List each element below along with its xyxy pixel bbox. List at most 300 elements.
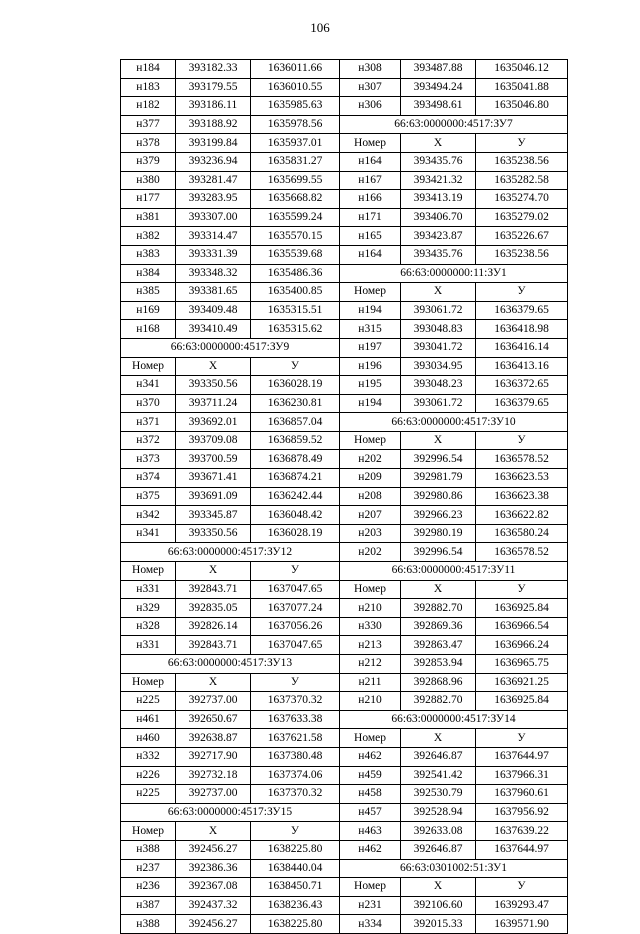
- y-coordinate-cell: 1637644.97: [476, 840, 568, 859]
- y-coordinate-cell: 1638225.80: [251, 915, 340, 934]
- table-row: [121, 431, 568, 450]
- table-row: [121, 152, 568, 171]
- x-coordinate-cell: 393700.59: [176, 450, 251, 469]
- y-coordinate-cell: 1635046.80: [476, 97, 568, 116]
- x-coordinate-cell: 393423.87: [401, 227, 476, 246]
- x-coordinate-cell: 393709.08: [176, 431, 251, 450]
- y-coordinate-cell: 1636416.14: [476, 338, 568, 357]
- x-coordinate-cell: 392868.96: [401, 673, 476, 692]
- y-coordinate-cell: 1636048.42: [251, 506, 340, 525]
- y-coordinate-cell: 1635282.58: [476, 171, 568, 190]
- x-coordinate-cell: 393409.48: [176, 301, 251, 320]
- x-coordinate-cell: 392869.36: [401, 617, 476, 636]
- x-coordinate-cell: 393435.76: [401, 152, 476, 171]
- y-coordinate-cell: 1635238.56: [476, 245, 568, 264]
- x-coordinate-cell: 393494.24: [401, 78, 476, 97]
- point-id-cell: н372: [121, 431, 176, 450]
- x-coordinate-cell: 392732.18: [176, 766, 251, 785]
- table-row: [121, 264, 568, 283]
- y-coordinate-cell: 1636623.38: [476, 487, 568, 506]
- point-id-cell: н207: [340, 506, 401, 525]
- point-id-cell: н315: [340, 320, 401, 339]
- table-row: [121, 636, 568, 655]
- y-coordinate-cell: 1638236.43: [251, 896, 340, 915]
- point-id-cell: Номер: [340, 134, 401, 153]
- y-coordinate-cell: 1636230.81: [251, 394, 340, 413]
- x-coordinate-cell: 392646.87: [401, 747, 476, 766]
- point-id-cell: н334: [340, 915, 401, 934]
- table-row: [121, 543, 568, 562]
- x-coordinate-cell: 393331.39: [176, 245, 251, 264]
- y-coordinate-cell: 1635539.68: [251, 245, 340, 264]
- y-coordinate-cell: У: [476, 729, 568, 748]
- table-row: [121, 747, 568, 766]
- point-id-cell: н370: [121, 394, 176, 413]
- y-coordinate-cell: 1635699.55: [251, 171, 340, 190]
- table-row: [121, 97, 568, 116]
- y-coordinate-cell: У: [476, 580, 568, 599]
- y-coordinate-cell: 1639571.90: [476, 915, 568, 934]
- table-row: [121, 729, 568, 748]
- table-row: [121, 673, 568, 692]
- x-coordinate-cell: 393406.70: [401, 208, 476, 227]
- y-coordinate-cell: 1635978.56: [251, 115, 340, 134]
- x-coordinate-cell: 392980.86: [401, 487, 476, 506]
- x-coordinate-cell: 392835.05: [176, 599, 251, 618]
- point-id-cell: н164: [340, 245, 401, 264]
- point-id-cell: н329: [121, 599, 176, 618]
- point-id-cell: н225: [121, 785, 176, 804]
- x-coordinate-cell: 393061.72: [401, 394, 476, 413]
- table-row: [121, 469, 568, 488]
- y-coordinate-cell: 1636418.98: [476, 320, 568, 339]
- x-coordinate-cell: 392530.79: [401, 785, 476, 804]
- y-coordinate-cell: 1636028.19: [251, 376, 340, 395]
- y-coordinate-cell: 1638440.04: [251, 859, 340, 878]
- point-id-cell: Номер: [340, 283, 401, 302]
- y-coordinate-cell: 1635315.51: [251, 301, 340, 320]
- x-coordinate-cell: X: [401, 283, 476, 302]
- x-coordinate-cell: 393283.95: [176, 190, 251, 209]
- x-coordinate-cell: 393307.00: [176, 208, 251, 227]
- y-coordinate-cell: 1635315.62: [251, 320, 340, 339]
- point-id-cell: н202: [340, 543, 401, 562]
- y-coordinate-cell: 1637633.38: [251, 710, 340, 729]
- x-coordinate-cell: 392386.36: [176, 859, 251, 878]
- x-coordinate-cell: 393348.32: [176, 264, 251, 283]
- table-row: [121, 599, 568, 618]
- point-id-cell: н195: [340, 376, 401, 395]
- x-coordinate-cell: 392966.23: [401, 506, 476, 525]
- table-row: [121, 840, 568, 859]
- y-coordinate-cell: 1636578.52: [476, 543, 568, 562]
- point-id-cell: н237: [121, 859, 176, 878]
- table-row: [121, 376, 568, 395]
- point-id-cell: н341: [121, 376, 176, 395]
- table-row: [121, 320, 568, 339]
- x-coordinate-cell: 393048.83: [401, 320, 476, 339]
- x-coordinate-cell: 392646.87: [401, 840, 476, 859]
- y-coordinate-cell: У: [251, 673, 340, 692]
- y-coordinate-cell: 1637380.48: [251, 747, 340, 766]
- y-coordinate-cell: 1637370.32: [251, 692, 340, 711]
- y-coordinate-cell: 1636413.16: [476, 357, 568, 376]
- x-coordinate-cell: 393186.11: [176, 97, 251, 116]
- y-coordinate-cell: У: [251, 562, 340, 581]
- parcel-header-cell: 66:63:0000000:4517:ЗУ10: [340, 413, 568, 432]
- point-id-cell: Номер: [121, 357, 176, 376]
- table-row: [121, 413, 568, 432]
- y-coordinate-cell: 1636966.54: [476, 617, 568, 636]
- y-coordinate-cell: 1639293.47: [476, 896, 568, 915]
- point-id-cell: н459: [340, 766, 401, 785]
- parcel-header-cell: 66:63:0301002:51:ЗУ1: [340, 859, 568, 878]
- y-coordinate-cell: 1635570.15: [251, 227, 340, 246]
- x-coordinate-cell: 392882.70: [401, 692, 476, 711]
- x-coordinate-cell: 392737.00: [176, 785, 251, 804]
- y-coordinate-cell: 1636578.52: [476, 450, 568, 469]
- x-coordinate-cell: 393413.19: [401, 190, 476, 209]
- x-coordinate-cell: X: [401, 134, 476, 153]
- point-id-cell: н168: [121, 320, 176, 339]
- point-id-cell: н381: [121, 208, 176, 227]
- x-coordinate-cell: 393061.72: [401, 301, 476, 320]
- point-id-cell: н202: [340, 450, 401, 469]
- point-id-cell: н164: [340, 152, 401, 171]
- point-id-cell: н177: [121, 190, 176, 209]
- y-coordinate-cell: У: [476, 134, 568, 153]
- y-coordinate-cell: 1636925.84: [476, 692, 568, 711]
- y-coordinate-cell: 1637047.65: [251, 636, 340, 655]
- coordinates-table: [120, 59, 568, 934]
- x-coordinate-cell: 392826.14: [176, 617, 251, 636]
- table-row: [121, 134, 568, 153]
- y-coordinate-cell: 1635274.70: [476, 190, 568, 209]
- y-coordinate-cell: 1635668.82: [251, 190, 340, 209]
- table-row: [121, 785, 568, 804]
- x-coordinate-cell: 392717.90: [176, 747, 251, 766]
- point-id-cell: н382: [121, 227, 176, 246]
- x-coordinate-cell: X: [176, 673, 251, 692]
- x-coordinate-cell: 393498.61: [401, 97, 476, 116]
- point-id-cell: н210: [340, 599, 401, 618]
- y-coordinate-cell: 1636372.65: [476, 376, 568, 395]
- table-row: [121, 915, 568, 934]
- x-coordinate-cell: 392737.00: [176, 692, 251, 711]
- point-id-cell: Номер: [340, 878, 401, 897]
- y-coordinate-cell: 1636965.75: [476, 655, 568, 674]
- x-coordinate-cell: 392638.87: [176, 729, 251, 748]
- table-row: [121, 60, 568, 79]
- point-id-cell: н307: [340, 78, 401, 97]
- x-coordinate-cell: 393381.65: [176, 283, 251, 302]
- table-row: [121, 394, 568, 413]
- x-coordinate-cell: 392633.08: [401, 822, 476, 841]
- x-coordinate-cell: 393410.49: [176, 320, 251, 339]
- point-id-cell: н330: [340, 617, 401, 636]
- x-coordinate-cell: 393041.72: [401, 338, 476, 357]
- y-coordinate-cell: 1637966.31: [476, 766, 568, 785]
- x-coordinate-cell: 392456.27: [176, 915, 251, 934]
- x-coordinate-cell: 392367.08: [176, 878, 251, 897]
- table-row: [121, 692, 568, 711]
- y-coordinate-cell: 1635238.56: [476, 152, 568, 171]
- x-coordinate-cell: 393711.24: [176, 394, 251, 413]
- point-id-cell: н209: [340, 469, 401, 488]
- y-coordinate-cell: 1636011.66: [251, 60, 340, 79]
- y-coordinate-cell: 1635226.67: [476, 227, 568, 246]
- x-coordinate-cell: 392843.71: [176, 580, 251, 599]
- point-id-cell: н331: [121, 636, 176, 655]
- parcel-header-cell: 66:63:0000000:4517:ЗУ14: [340, 710, 568, 729]
- point-id-cell: н385: [121, 283, 176, 302]
- point-id-cell: н308: [340, 60, 401, 79]
- point-id-cell: н462: [340, 747, 401, 766]
- page-number: 106: [310, 20, 330, 35]
- table-row: [121, 878, 568, 897]
- point-id-cell: н384: [121, 264, 176, 283]
- point-id-cell: н461: [121, 710, 176, 729]
- table-row: [121, 524, 568, 543]
- parcel-header-cell: 66:63:0000000:11:ЗУ1: [340, 264, 568, 283]
- point-id-cell: Номер: [340, 580, 401, 599]
- point-id-cell: н331: [121, 580, 176, 599]
- y-coordinate-cell: 1635400.85: [251, 283, 340, 302]
- y-coordinate-cell: 1636010.55: [251, 78, 340, 97]
- point-id-cell: н236: [121, 878, 176, 897]
- point-id-cell: н211: [340, 673, 401, 692]
- x-coordinate-cell: 393199.84: [176, 134, 251, 153]
- point-id-cell: н197: [340, 338, 401, 357]
- y-coordinate-cell: 1636580.24: [476, 524, 568, 543]
- point-id-cell: н460: [121, 729, 176, 748]
- x-coordinate-cell: 393435.76: [401, 245, 476, 264]
- point-id-cell: Номер: [121, 562, 176, 581]
- y-coordinate-cell: 1636379.65: [476, 301, 568, 320]
- point-id-cell: н196: [340, 357, 401, 376]
- point-id-cell: н373: [121, 450, 176, 469]
- x-coordinate-cell: 393487.88: [401, 60, 476, 79]
- y-coordinate-cell: 1637644.97: [476, 747, 568, 766]
- point-id-cell: н374: [121, 469, 176, 488]
- x-coordinate-cell: 393179.55: [176, 78, 251, 97]
- point-id-cell: н342: [121, 506, 176, 525]
- parcel-header-cell: 66:63:0000000:4517:ЗУ12: [121, 543, 340, 562]
- x-coordinate-cell: 392996.54: [401, 543, 476, 562]
- table-row: [121, 506, 568, 525]
- point-id-cell: Номер: [121, 822, 176, 841]
- y-coordinate-cell: 1636242.44: [251, 487, 340, 506]
- point-id-cell: Номер: [340, 729, 401, 748]
- y-coordinate-cell: 1637047.65: [251, 580, 340, 599]
- y-coordinate-cell: 1636379.65: [476, 394, 568, 413]
- table-row: [121, 487, 568, 506]
- x-coordinate-cell: X: [401, 729, 476, 748]
- point-id-cell: н169: [121, 301, 176, 320]
- y-coordinate-cell: 1636874.21: [251, 469, 340, 488]
- x-coordinate-cell: 393281.47: [176, 171, 251, 190]
- y-coordinate-cell: 1636028.19: [251, 524, 340, 543]
- point-id-cell: н226: [121, 766, 176, 785]
- x-coordinate-cell: 392996.54: [401, 450, 476, 469]
- table-row: [121, 710, 568, 729]
- table-row: [121, 655, 568, 674]
- parcel-header-cell: 66:63:0000000:4517:ЗУ13: [121, 655, 340, 674]
- parcel-header-cell: 66:63:0000000:4517:ЗУ9: [121, 338, 340, 357]
- x-coordinate-cell: X: [401, 878, 476, 897]
- y-coordinate-cell: 1638450.71: [251, 878, 340, 897]
- x-coordinate-cell: 392456.27: [176, 840, 251, 859]
- y-coordinate-cell: 1638225.80: [251, 840, 340, 859]
- point-id-cell: н458: [340, 785, 401, 804]
- y-coordinate-cell: 1636623.53: [476, 469, 568, 488]
- table-row: [121, 301, 568, 320]
- point-id-cell: н379: [121, 152, 176, 171]
- x-coordinate-cell: 393034.95: [401, 357, 476, 376]
- point-id-cell: н380: [121, 171, 176, 190]
- table-row: [121, 115, 568, 134]
- y-coordinate-cell: 1637056.26: [251, 617, 340, 636]
- point-id-cell: Номер: [121, 673, 176, 692]
- y-coordinate-cell: 1636859.52: [251, 431, 340, 450]
- x-coordinate-cell: X: [176, 562, 251, 581]
- point-id-cell: н184: [121, 60, 176, 79]
- point-id-cell: н328: [121, 617, 176, 636]
- x-coordinate-cell: 393236.94: [176, 152, 251, 171]
- y-coordinate-cell: 1636622.82: [476, 506, 568, 525]
- table-row: [121, 283, 568, 302]
- y-coordinate-cell: У: [476, 878, 568, 897]
- table-row: [121, 580, 568, 599]
- point-id-cell: н375: [121, 487, 176, 506]
- x-coordinate-cell: 392863.47: [401, 636, 476, 655]
- table-row: [121, 208, 568, 227]
- table-row: [121, 190, 568, 209]
- table-row: [121, 822, 568, 841]
- x-coordinate-cell: 392437.32: [176, 896, 251, 915]
- y-coordinate-cell: 1635937.01: [251, 134, 340, 153]
- point-id-cell: Номер: [340, 431, 401, 450]
- x-coordinate-cell: 392106.60: [401, 896, 476, 915]
- x-coordinate-cell: X: [176, 822, 251, 841]
- x-coordinate-cell: 393314.47: [176, 227, 251, 246]
- x-coordinate-cell: 393691.09: [176, 487, 251, 506]
- parcel-header-cell: 66:63:0000000:4517:ЗУ7: [340, 115, 568, 134]
- y-coordinate-cell: 1636966.24: [476, 636, 568, 655]
- point-id-cell: н208: [340, 487, 401, 506]
- y-coordinate-cell: У: [476, 283, 568, 302]
- point-id-cell: н212: [340, 655, 401, 674]
- table-row: [121, 617, 568, 636]
- point-id-cell: н332: [121, 747, 176, 766]
- y-coordinate-cell: У: [251, 357, 340, 376]
- point-id-cell: н457: [340, 803, 401, 822]
- point-id-cell: н371: [121, 413, 176, 432]
- table-row: [121, 450, 568, 469]
- y-coordinate-cell: У: [251, 822, 340, 841]
- y-coordinate-cell: 1637956.92: [476, 803, 568, 822]
- y-coordinate-cell: 1636857.04: [251, 413, 340, 432]
- table-row: [121, 227, 568, 246]
- y-coordinate-cell: У: [476, 431, 568, 450]
- x-coordinate-cell: 393350.56: [176, 376, 251, 395]
- table-row: [121, 78, 568, 97]
- point-id-cell: н378: [121, 134, 176, 153]
- y-coordinate-cell: 1637374.06: [251, 766, 340, 785]
- point-id-cell: н231: [340, 896, 401, 915]
- point-id-cell: н183: [121, 78, 176, 97]
- table-row: [121, 803, 568, 822]
- point-id-cell: н182: [121, 97, 176, 116]
- point-id-cell: н388: [121, 840, 176, 859]
- y-coordinate-cell: 1636878.49: [251, 450, 340, 469]
- y-coordinate-cell: 1635985.63: [251, 97, 340, 116]
- y-coordinate-cell: 1635831.27: [251, 152, 340, 171]
- table-row: [121, 859, 568, 878]
- point-id-cell: н387: [121, 896, 176, 915]
- x-coordinate-cell: 392528.94: [401, 803, 476, 822]
- point-id-cell: н462: [340, 840, 401, 859]
- point-id-cell: н341: [121, 524, 176, 543]
- point-id-cell: н383: [121, 245, 176, 264]
- x-coordinate-cell: X: [401, 580, 476, 599]
- table-row: [121, 245, 568, 264]
- point-id-cell: н203: [340, 524, 401, 543]
- x-coordinate-cell: X: [401, 431, 476, 450]
- x-coordinate-cell: 392853.94: [401, 655, 476, 674]
- x-coordinate-cell: X: [176, 357, 251, 376]
- y-coordinate-cell: 1637370.32: [251, 785, 340, 804]
- point-id-cell: н377: [121, 115, 176, 134]
- y-coordinate-cell: 1637077.24: [251, 599, 340, 618]
- y-coordinate-cell: 1637621.58: [251, 729, 340, 748]
- y-coordinate-cell: 1637639.22: [476, 822, 568, 841]
- x-coordinate-cell: 393421.32: [401, 171, 476, 190]
- x-coordinate-cell: 393188.92: [176, 115, 251, 134]
- y-coordinate-cell: 1636921.25: [476, 673, 568, 692]
- x-coordinate-cell: 393048.23: [401, 376, 476, 395]
- x-coordinate-cell: 392980.19: [401, 524, 476, 543]
- point-id-cell: н171: [340, 208, 401, 227]
- x-coordinate-cell: 393350.56: [176, 524, 251, 543]
- x-coordinate-cell: 392650.67: [176, 710, 251, 729]
- point-id-cell: н194: [340, 301, 401, 320]
- y-coordinate-cell: 1635599.24: [251, 208, 340, 227]
- y-coordinate-cell: 1635486.36: [251, 264, 340, 283]
- table-row: [121, 766, 568, 785]
- table-row: [121, 562, 568, 581]
- point-id-cell: н463: [340, 822, 401, 841]
- table-row: [121, 896, 568, 915]
- y-coordinate-cell: 1635041.88: [476, 78, 568, 97]
- x-coordinate-cell: 392541.42: [401, 766, 476, 785]
- y-coordinate-cell: 1635279.02: [476, 208, 568, 227]
- parcel-header-cell: 66:63:0000000:4517:ЗУ11: [340, 562, 568, 581]
- y-coordinate-cell: 1635046.12: [476, 60, 568, 79]
- parcel-header-cell: 66:63:0000000:4517:ЗУ15: [121, 803, 340, 822]
- point-id-cell: н194: [340, 394, 401, 413]
- point-id-cell: н210: [340, 692, 401, 711]
- point-id-cell: н166: [340, 190, 401, 209]
- y-coordinate-cell: 1636925.84: [476, 599, 568, 618]
- x-coordinate-cell: 393692.01: [176, 413, 251, 432]
- point-id-cell: н167: [340, 171, 401, 190]
- point-id-cell: н388: [121, 915, 176, 934]
- point-id-cell: н165: [340, 227, 401, 246]
- y-coordinate-cell: 1637960.61: [476, 785, 568, 804]
- x-coordinate-cell: 392981.79: [401, 469, 476, 488]
- x-coordinate-cell: 392882.70: [401, 599, 476, 618]
